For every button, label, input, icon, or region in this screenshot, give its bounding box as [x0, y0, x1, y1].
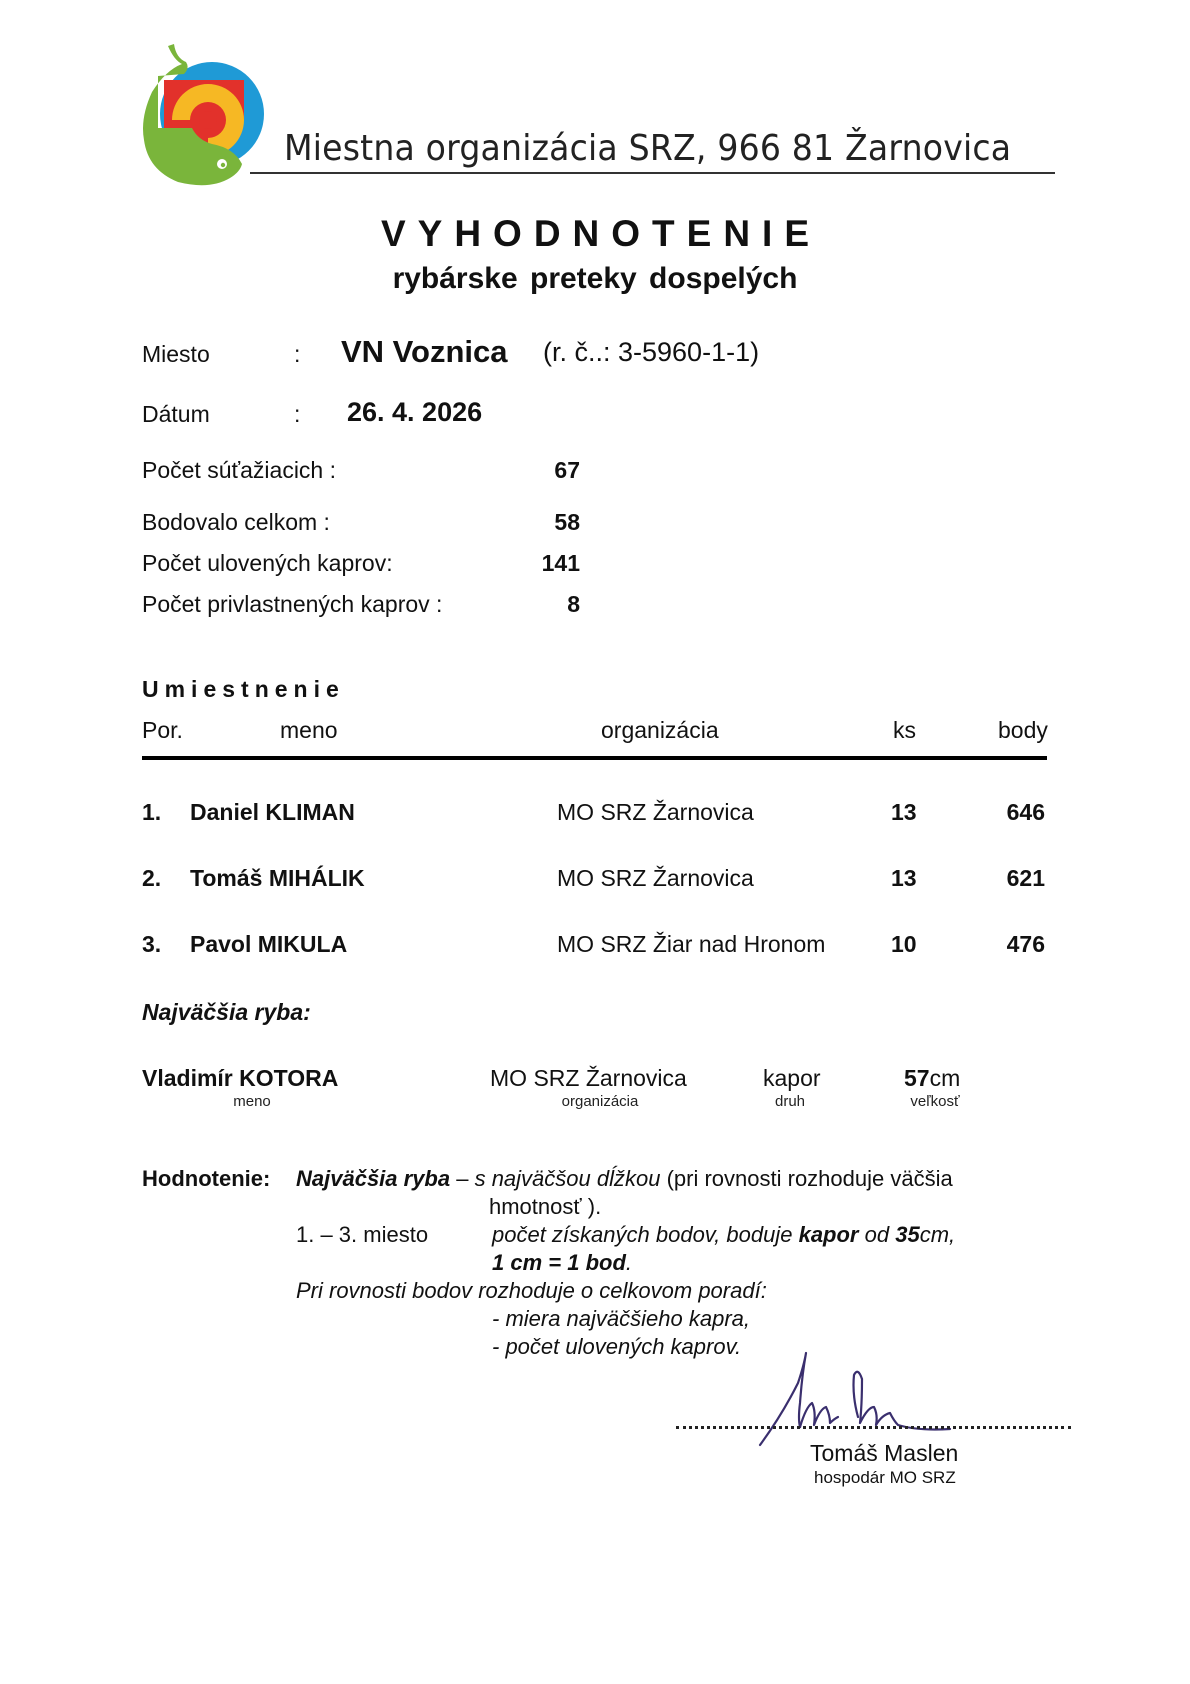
column-header-count: ks [893, 717, 916, 743]
signatory-name: Tomáš Maslen [810, 1440, 959, 1466]
rank-organization: MO SRZ Žarnovica [557, 865, 754, 891]
ranking-heading: Umiestnenie [142, 676, 345, 702]
biggest-fish-size-number: 57 [904, 1065, 930, 1091]
biggest-fish-organization-caption: organizácia [561, 1093, 639, 1110]
organization-name: Miestna organizácia SRZ, 966 81 Žarnovica [284, 128, 1012, 169]
date-colon: : [294, 401, 301, 427]
place-colon: : [294, 341, 301, 367]
signature-line [676, 1426, 1071, 1429]
biggest-fish-heading: Najväčšia ryba: [142, 999, 311, 1025]
stat-value-carp-kept: 8 [567, 591, 580, 617]
stat-label-competitors: Počet súťažiacich : [142, 457, 336, 483]
column-header-organization: organizácia [601, 717, 719, 743]
organization-logo [138, 40, 268, 188]
rules-label: Hodnotenie: [142, 1166, 271, 1191]
rank-name: Tomáš MIHÁLIK [190, 865, 365, 891]
rules-biggest-line: Najväčšia ryba – s najväčšou dĺžkou (pri rovnosti rozhoduje väčšia [296, 1166, 953, 1191]
biggest-fish-species-caption: druh [774, 1093, 806, 1110]
biggest-fish-size-unit: cm [929, 1065, 961, 1091]
stat-label-carp-caught: Počet ulovených kaprov: [142, 550, 393, 576]
place-label: Miesto [142, 341, 210, 367]
date-label: Dátum [142, 401, 210, 427]
rules-biggest-title: Najväčšia ryba [296, 1166, 451, 1191]
rank-position: 3. [142, 931, 162, 957]
rank-points: 476 [1006, 931, 1045, 957]
rules-tie-item: - počet ulovených kaprov. [492, 1334, 742, 1359]
stat-label-carp-kept: Počet privlastnených kaprov : [142, 591, 443, 617]
rank-count: 13 [891, 799, 917, 825]
document-subtitle: rybárske preteky dospelých [392, 262, 798, 295]
rank-organization: MO SRZ Žiar nad Hronom [557, 931, 826, 957]
rules-biggest-continuation: hmotnosť ). [489, 1194, 602, 1219]
biggest-fish-size-caption: veľkosť [910, 1093, 960, 1110]
biggest-fish-angler-caption: meno [233, 1093, 271, 1110]
rank-position: 2. [142, 865, 162, 891]
header-divider [250, 172, 1055, 174]
biggest-fish-angler: Vladimír KOTORA [142, 1065, 339, 1091]
rules-tie-item: - miera najväčšieho kapra, [492, 1306, 751, 1331]
place-registry: (r. č..: 3-5960-1-1) [543, 337, 760, 367]
rules-tie-heading: Pri rovnosti bodov rozhoduje o celkovom poradí: [296, 1278, 767, 1303]
rules-places-label: 1. – 3. miesto [296, 1222, 429, 1247]
rank-count: 10 [891, 931, 917, 957]
biggest-fish-organization: MO SRZ Žarnovica [490, 1065, 687, 1091]
stat-label-scored: Bodovalo celkom : [142, 509, 330, 535]
biggest-fish-size [904, 1065, 960, 1092]
column-header-name: meno [280, 717, 338, 743]
place-value: VN Voznica [341, 334, 508, 369]
rank-points: 646 [1006, 799, 1045, 825]
rank-count: 13 [891, 865, 917, 891]
column-header-points: body [998, 717, 1048, 743]
biggest-fish-species: kapor [763, 1065, 821, 1091]
stat-value-carp-caught: 141 [541, 550, 580, 576]
stat-value-competitors: 67 [554, 457, 580, 483]
signature-icon [740, 1345, 980, 1455]
stat-value-scored: 58 [554, 509, 580, 535]
rank-position: 1. [142, 799, 162, 825]
rules-places-text: počet získaných bodov, boduje kapor od 35cm, [492, 1222, 956, 1247]
rank-name: Daniel KLIMAN [190, 799, 355, 825]
document-title: VYHODNOTENIE [380, 213, 822, 254]
rank-points: 621 [1006, 865, 1045, 891]
rank-organization: MO SRZ Žarnovica [557, 799, 754, 825]
signatory-title: hospodár MO SRZ [814, 1468, 956, 1487]
column-header-position: Por. [142, 717, 183, 743]
rank-name: Pavol MIKULA [190, 931, 348, 957]
date-value: 26. 4. 2026 [347, 397, 483, 427]
fish-logo-icon [138, 40, 268, 188]
rules-places-formula: 1 cm = 1 bod. [492, 1250, 633, 1275]
ranking-header-divider [142, 756, 1047, 760]
